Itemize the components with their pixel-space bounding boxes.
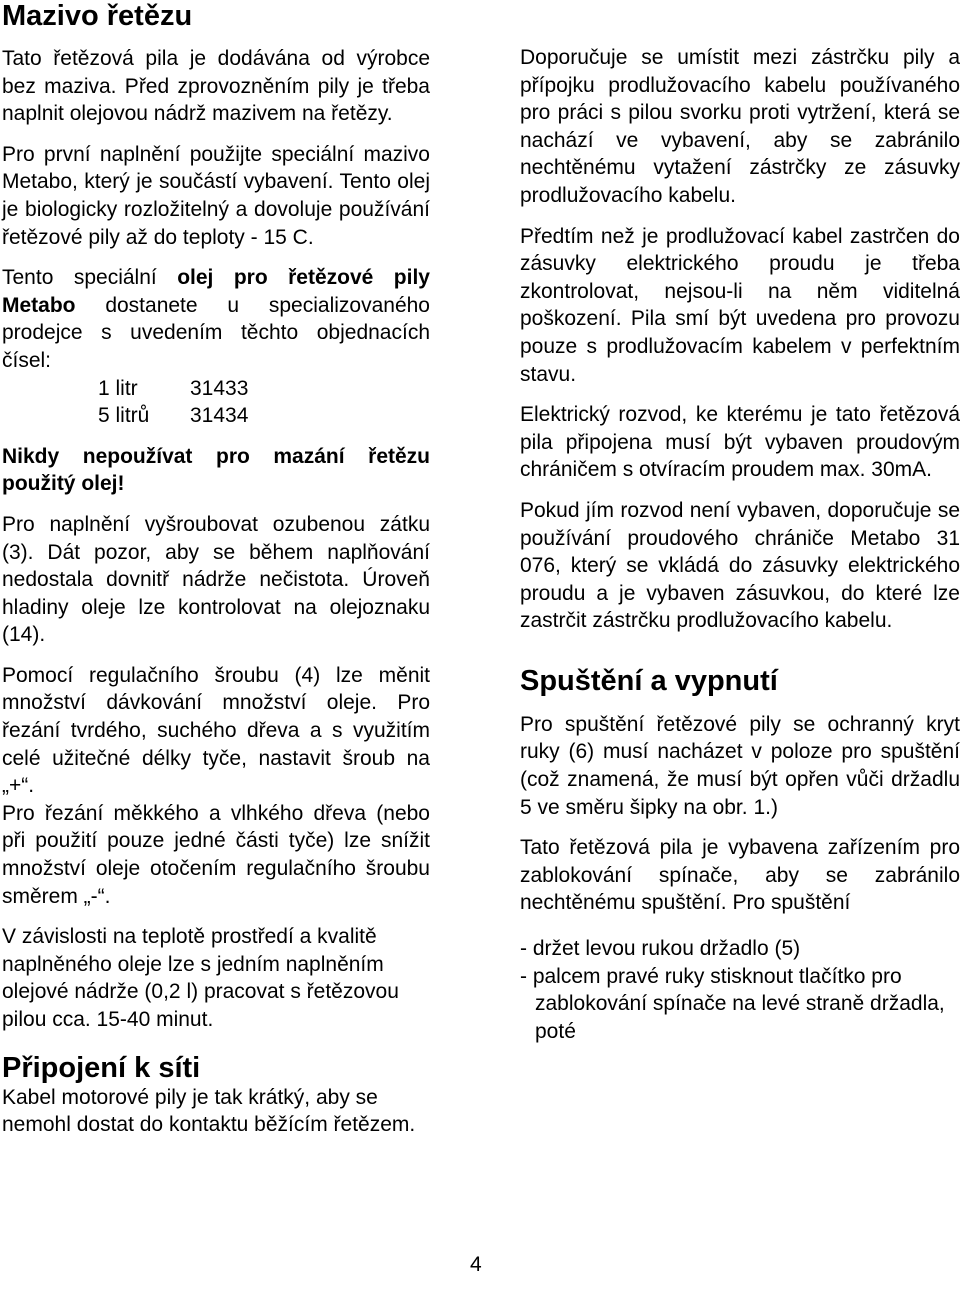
paragraph: Pomocí regulačního šroubu (4) lze měnit množství dávkování množství oleje. Pro řezání tvrdého, suchého dřeva a s využitím celé užitečné délky tyče, nastavit šroub na „+“.	[2, 663, 430, 798]
section-title-spusteni: Spuštění a vypnutí	[520, 664, 778, 697]
paragraph: V závislosti na teplotě prostředí a kvalitě naplněného oleje lze s jedním naplněním olejové nádrže (0,2 l) pracovat s řetězovou pilou cca. 15-40 minut.	[2, 925, 399, 1031]
paragraph: Doporučuje se umístit mezi zástrčku pily a přípojku prodlužovacího kabelu používaného pro práci s pilou svorku proti vytržení, která se nachází ve vybavení, aby se zabránilo nechtěnému vytažení zástrčky ze zásuvky prodlužovacího kabelu.	[520, 46, 960, 207]
order-row	[2, 402, 430, 430]
paragraph: Předtím než je prodlužovací kabel zastrčen do zásuvky elektrického proudu je třeba zkontrolovat, nejsou-li na něm viditelná poškození. Pila smí být uvedena pro provozu pouze s prodlužovacím kabelem v perfektním stavu.	[520, 224, 960, 386]
paragraph: Pro naplnění vyšroubovat ozubenou zátku (3). Dát pozor, aby se během naplňování nedostala dovnitř nádrže nečistota. Úroveň hladiny oleje lze kontrolovat na olejoznaku (14).	[2, 512, 430, 647]
section-title-pripojeni: Připojení k síti	[2, 1051, 201, 1084]
warning-text: Nikdy nepoužívat pro mazání řetězu použitý olej!	[2, 444, 430, 496]
page-number: 4	[470, 1253, 482, 1276]
list-item: - držet levou rukou držadlo (5)	[520, 937, 801, 961]
text-span: dostanete u specializovaného prodejce s uvedením těchto objednacích čísel:	[2, 293, 430, 372]
paragraph: Tato řetězová pila je vybavena zařízením pro zablokování spínače, aby se zabránilo nechtěnému spuštění. Pro spuštění	[520, 836, 960, 915]
section-title-mazivo: Mazivo řetězu	[2, 0, 193, 32]
paragraph: Pro první naplnění použijte speciální mazivo Metabo, který je součástí vybavení. Tento olej je biologicky rozložitelný a dovoluje používání řetězové pily až do teploty - 15 C.	[2, 142, 430, 249]
paragraph: Pokud jím rozvod není vybaven, doporučuje se používání proudového chrániče Metabo 31 076, který se vkládá do zásuvky elektrického proudu a je vybaven zásuvkou, do které lze zastrčit zástrčku prodlužovacího kabelu.	[520, 498, 960, 633]
order-number: 31433	[190, 376, 249, 400]
text-span: Tento speciální	[2, 266, 178, 290]
paragraph: Elektrický rozvod, ke kterému je tato řetězová pila připojena musí být vybaven proudovým chráničem s otvíracím proudem max. 30mA.	[520, 403, 960, 482]
product-name: olej pro řetězové pily Metabo	[2, 266, 430, 317]
paragraph: Kabel motorové pily je tak krátký, aby se nemohl dostat do kontaktu běžícím řetězem.	[2, 1085, 416, 1137]
order-number: 31434	[190, 404, 249, 428]
list-item: - palcem pravé ruky stisknout tlačítko pro zablokování spínače na levé straně držadla, poté	[520, 964, 945, 1043]
order-qty: 5 litrů	[98, 404, 150, 428]
paragraph: Pro řezání měkkého a vlhkého dřeva (nebo při použití pouze jedné části tyče) lze snížit množství oleje otočením regulačního šroubu směrem „-“.	[2, 801, 430, 908]
right-column	[520, 44, 960, 1045]
order-row	[2, 375, 430, 403]
paragraph: Tato řetězová pila je dodávána od výrobce bez maziva. Před zprovozněním pily je třeba naplnit olejovou nádrž mazivem na řetězy.	[2, 47, 430, 126]
left-column	[2, 0, 430, 1139]
paragraph: Pro spuštění řetězové pily se ochranný kryt ruky (6) musí nacházet v poloze pro spuštění (což znamená, že musí být opřen vůči držadlu 5 ve směru šipky na obr. 1.)	[520, 712, 960, 819]
order-qty: 1 litr	[98, 376, 138, 400]
paragraph-order-intro	[2, 264, 430, 374]
